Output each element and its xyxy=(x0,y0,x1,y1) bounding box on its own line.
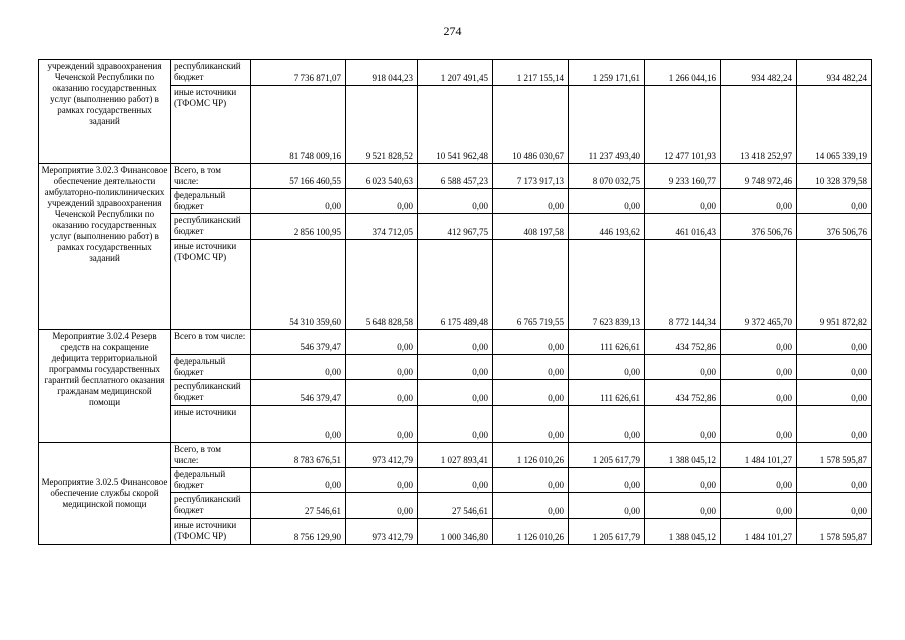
amount-cell: 54 310 359,60 xyxy=(251,240,346,330)
program-name-cell: учреждений здравоохранения Чеченской Республики по оказанию государственных услуг (выполнению работ) в рамках государственных заданий xyxy=(39,60,171,164)
amount-cell: 0,00 xyxy=(797,355,872,380)
funding-source-cell: республиканский бюджет xyxy=(171,493,251,519)
amount-cell: 11 237 493,40 xyxy=(569,86,645,164)
amount-cell: 0,00 xyxy=(797,493,872,519)
funding-source-cell: федеральный бюджет xyxy=(171,355,251,380)
amount-cell: 0,00 xyxy=(346,355,418,380)
page-number: 274 xyxy=(443,24,462,38)
amount-cell: 0,00 xyxy=(645,493,721,519)
funding-source-cell: иные источники xyxy=(171,406,251,443)
amount-cell: 0,00 xyxy=(493,468,569,493)
amount-cell: 0,00 xyxy=(418,468,493,493)
amount-cell: 10 541 962,48 xyxy=(418,86,493,164)
funding-source-cell: иные источники (ТФОМС ЧР) xyxy=(171,86,251,164)
amount-cell: 0,00 xyxy=(569,493,645,519)
amount-cell: 2 856 100,95 xyxy=(251,214,346,240)
table-row xyxy=(39,60,872,86)
amount-cell: 0,00 xyxy=(346,330,418,355)
amount-cell: 1 217 155,14 xyxy=(493,60,569,86)
amount-cell: 0,00 xyxy=(346,406,418,443)
amount-cell: 0,00 xyxy=(493,189,569,214)
amount-cell: 7 736 871,07 xyxy=(251,60,346,86)
program-name-cell: Мероприятие 3.02.5 Финансовое обеспечение службы скорой медицинской помощи xyxy=(39,443,171,545)
amount-cell: 0,00 xyxy=(645,468,721,493)
amount-cell: 0,00 xyxy=(721,406,797,443)
amount-cell: 81 748 009,16 xyxy=(251,86,346,164)
amount-cell: 13 418 252,97 xyxy=(721,86,797,164)
amount-cell: 10 486 030,67 xyxy=(493,86,569,164)
amount-cell: 0,00 xyxy=(493,493,569,519)
amount-cell: 934 482,24 xyxy=(797,60,872,86)
amount-cell: 57 166 460,55 xyxy=(251,164,346,189)
funding-source-cell: республиканский бюджет xyxy=(171,380,251,406)
amount-cell: 0,00 xyxy=(797,468,872,493)
amount-cell: 0,00 xyxy=(251,406,346,443)
budget-table xyxy=(38,59,872,545)
amount-cell: 0,00 xyxy=(418,406,493,443)
funding-source-cell: федеральный бюджет xyxy=(171,468,251,493)
amount-cell: 12 477 101,93 xyxy=(645,86,721,164)
amount-cell: 1 259 171,61 xyxy=(569,60,645,86)
amount-cell: 27 546,61 xyxy=(251,493,346,519)
amount-cell: 546 379,47 xyxy=(251,380,346,406)
amount-cell: 0,00 xyxy=(493,406,569,443)
amount-cell: 973 412,79 xyxy=(346,443,418,468)
amount-cell: 1 027 893,41 xyxy=(418,443,493,468)
funding-source-cell: республиканский бюджет xyxy=(171,60,251,86)
amount-cell: 1 205 617,79 xyxy=(569,519,645,545)
amount-cell: 8 783 676,51 xyxy=(251,443,346,468)
table-row xyxy=(39,330,872,355)
funding-source-cell: иные источники (ТФОМС ЧР) xyxy=(171,240,251,330)
amount-cell: 0,00 xyxy=(569,189,645,214)
amount-cell: 7 623 839,13 xyxy=(569,240,645,330)
program-name-cell: Мероприятие 3.02.4 Резерв средств на сокращение дефицита территориальной программы государственных гарантий бесплатного оказания гражданам медицинской помощи xyxy=(39,330,171,443)
amount-cell: 14 065 339,19 xyxy=(797,86,872,164)
program-name-cell: Мероприятие 3.02.3 Финансовое обеспечение деятельности амбулаторно-поликлинических учреждений здравоохранения Чеченской Республики по оказанию государственных услуг (выполнению работ) в рамках государственных заданий xyxy=(39,164,171,330)
amount-cell: 0,00 xyxy=(418,380,493,406)
table-row xyxy=(39,164,872,189)
funding-source-cell: Всего в том числе: xyxy=(171,330,251,355)
table-body xyxy=(39,60,872,545)
amount-cell: 0,00 xyxy=(721,493,797,519)
funding-source-cell: Всего, в том числе: xyxy=(171,443,251,468)
amount-cell: 546 379,47 xyxy=(251,330,346,355)
amount-cell: 0,00 xyxy=(797,330,872,355)
amount-cell: 111 626,61 xyxy=(569,330,645,355)
amount-cell: 0,00 xyxy=(493,330,569,355)
amount-cell: 1 484 101,27 xyxy=(721,443,797,468)
amount-cell: 0,00 xyxy=(721,355,797,380)
amount-cell: 0,00 xyxy=(721,189,797,214)
amount-cell: 0,00 xyxy=(645,355,721,380)
amount-cell: 0,00 xyxy=(797,380,872,406)
amount-cell: 1 207 491,45 xyxy=(418,60,493,86)
amount-cell: 0,00 xyxy=(797,189,872,214)
amount-cell: 10 328 379,58 xyxy=(797,164,872,189)
amount-cell: 1 126 010,26 xyxy=(493,443,569,468)
amount-cell: 1 484 101,27 xyxy=(721,519,797,545)
amount-cell: 0,00 xyxy=(721,380,797,406)
amount-cell: 0,00 xyxy=(418,330,493,355)
amount-cell: 0,00 xyxy=(346,189,418,214)
amount-cell: 1 578 595,87 xyxy=(797,519,872,545)
amount-cell: 973 412,79 xyxy=(346,519,418,545)
amount-cell: 1 388 045,12 xyxy=(645,519,721,545)
amount-cell: 0,00 xyxy=(251,355,346,380)
amount-cell: 0,00 xyxy=(346,493,418,519)
funding-source-cell: республиканский бюджет xyxy=(171,214,251,240)
amount-cell: 8 070 032,75 xyxy=(569,164,645,189)
amount-cell: 0,00 xyxy=(418,189,493,214)
amount-cell: 0,00 xyxy=(418,355,493,380)
amount-cell: 434 752,86 xyxy=(645,380,721,406)
amount-cell: 1 388 045,12 xyxy=(645,443,721,468)
amount-cell: 0,00 xyxy=(721,468,797,493)
amount-cell: 6 023 540,63 xyxy=(346,164,418,189)
amount-cell: 0,00 xyxy=(569,406,645,443)
amount-cell: 6 175 489,48 xyxy=(418,240,493,330)
amount-cell: 0,00 xyxy=(797,406,872,443)
amount-cell: 434 752,86 xyxy=(645,330,721,355)
amount-cell: 376 506,76 xyxy=(797,214,872,240)
amount-cell: 9 233 160,77 xyxy=(645,164,721,189)
amount-cell: 376 506,76 xyxy=(721,214,797,240)
amount-cell: 1 205 617,79 xyxy=(569,443,645,468)
amount-cell: 9 521 828,52 xyxy=(346,86,418,164)
amount-cell: 7 173 917,13 xyxy=(493,164,569,189)
amount-cell: 0,00 xyxy=(569,468,645,493)
amount-cell: 0,00 xyxy=(251,468,346,493)
amount-cell: 8 756 129,90 xyxy=(251,519,346,545)
amount-cell: 5 648 828,58 xyxy=(346,240,418,330)
amount-cell: 918 044,23 xyxy=(346,60,418,86)
amount-cell: 0,00 xyxy=(346,380,418,406)
amount-cell: 0,00 xyxy=(721,330,797,355)
amount-cell: 0,00 xyxy=(645,406,721,443)
amount-cell: 9 951 872,82 xyxy=(797,240,872,330)
amount-cell: 27 546,61 xyxy=(418,493,493,519)
funding-source-cell: федеральный бюджет xyxy=(171,189,251,214)
amount-cell: 8 772 144,34 xyxy=(645,240,721,330)
amount-cell: 408 197,58 xyxy=(493,214,569,240)
amount-cell: 6 588 457,23 xyxy=(418,164,493,189)
amount-cell: 374 712,05 xyxy=(346,214,418,240)
funding-source-cell: Всего, в том числе: xyxy=(171,164,251,189)
amount-cell: 0,00 xyxy=(346,468,418,493)
amount-cell: 0,00 xyxy=(493,355,569,380)
amount-cell: 0,00 xyxy=(645,189,721,214)
amount-cell: 934 482,24 xyxy=(721,60,797,86)
amount-cell: 9 748 972,46 xyxy=(721,164,797,189)
amount-cell: 0,00 xyxy=(493,380,569,406)
amount-cell: 412 967,75 xyxy=(418,214,493,240)
amount-cell: 0,00 xyxy=(251,189,346,214)
amount-cell: 446 193,62 xyxy=(569,214,645,240)
amount-cell: 1 266 044,16 xyxy=(645,60,721,86)
amount-cell: 461 016,43 xyxy=(645,214,721,240)
amount-cell: 1 578 595,87 xyxy=(797,443,872,468)
amount-cell: 111 626,61 xyxy=(569,380,645,406)
amount-cell: 1 000 346,80 xyxy=(418,519,493,545)
amount-cell: 1 126 010,26 xyxy=(493,519,569,545)
amount-cell: 6 765 719,55 xyxy=(493,240,569,330)
table-row xyxy=(39,443,872,468)
funding-source-cell: иные источники (ТФОМС ЧР) xyxy=(171,519,251,545)
amount-cell: 9 372 465,70 xyxy=(721,240,797,330)
amount-cell: 0,00 xyxy=(569,355,645,380)
